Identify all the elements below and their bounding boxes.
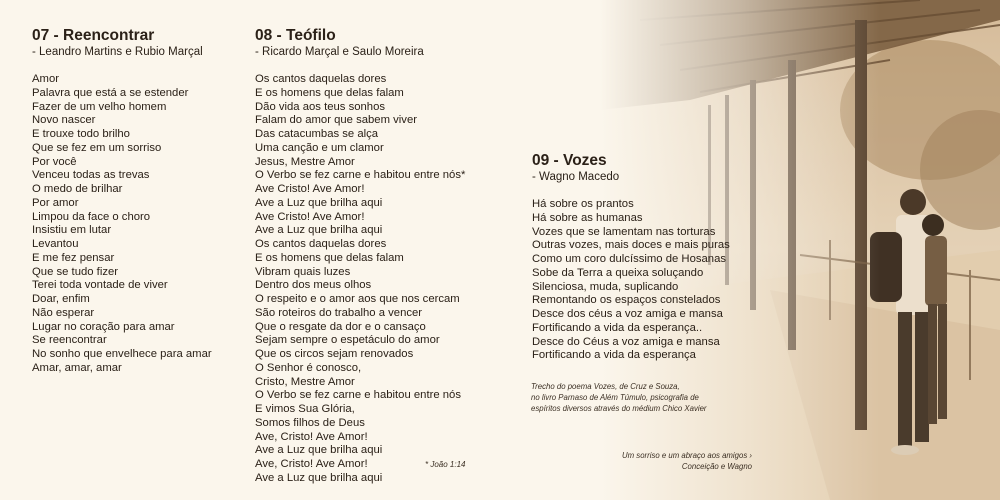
text-line: Vozes que se lamentam nas torturas [532, 225, 716, 238]
text-line: no livro Parnaso de Além Túmulo, psicografia de [531, 393, 699, 402]
poem-credit [531, 381, 707, 414]
text-line: Amor [32, 73, 59, 85]
song-teofilo [255, 27, 465, 486]
text-line: E vimos Sua Glória, [255, 403, 355, 415]
text-line: Falam do amor que sabem viver [255, 114, 417, 127]
song-lyrics [32, 73, 212, 376]
dedication [622, 450, 752, 472]
text-line: E me fez pensar [32, 251, 115, 264]
text-line: Doar, enfim [32, 293, 90, 305]
song-author: - Wagno Macedo [532, 171, 620, 183]
text-line: Das catacumbas se alça [255, 128, 379, 140]
text-line: espíritos diversos através do médium Chico Xavier [531, 404, 707, 413]
text-line: Ave a Luz que brilha aqui [255, 444, 383, 457]
song-reencontrar [32, 27, 212, 376]
text-line: Venceu todas as trevas [32, 169, 150, 182]
text-line: Que se fez em um sorriso [32, 141, 162, 154]
text-line: Limpou da face o choro [32, 210, 151, 223]
text-line: E os homens que delas falam [255, 86, 404, 99]
text-line: Ave a Luz que brilha aqui [255, 196, 383, 209]
text-line: Levantou [32, 238, 79, 250]
text-line: Palavra que está a se estender [32, 86, 189, 99]
text-line: Cristo, Mestre Amor [255, 375, 355, 388]
text-line: Fortificando a vida da esperança.. [532, 321, 703, 334]
text-line: Novo nascer [32, 114, 96, 127]
text-line: E os homens que delas falam [255, 251, 404, 264]
text-line: Trecho do poema Vozes, de Cruz e Souza, [531, 382, 680, 391]
text-line: E trouxe todo brilho [32, 128, 130, 140]
text-line: Terei toda vontade de viver [32, 279, 168, 292]
text-line: Desce dos céus a voz amiga e mansa [532, 308, 723, 320]
text-line: O medo de brilhar [32, 183, 123, 195]
text-line: Ave, Cristo! Ave Amor! [255, 430, 368, 443]
text-line: Silenciosa, muda, suplicando [532, 280, 679, 293]
text-line: Jesus, Mestre Amor [255, 155, 355, 168]
text-line: Amar, amar, amar [32, 361, 122, 374]
text-line: Não esperar [32, 306, 95, 319]
text-line: Ave Cristo! Ave Amor! [255, 210, 365, 223]
text-line: Insistiu em lutar [32, 224, 112, 237]
text-line: Dentro dos meus olhos [255, 279, 372, 292]
text-line: Sobe da Terra a queixa soluçando [532, 266, 704, 279]
text-line: Sejam sempre o espetáculo do amor [255, 334, 440, 347]
text-line: Remontando os espaços constelados [532, 294, 721, 307]
text-line: Um sorriso e um abraço aos amigos › [622, 451, 752, 460]
footnote: * João 1:14 [425, 460, 466, 469]
text-line: Conceição e Wagno [681, 462, 752, 471]
text-line: Há sobre os prantos [532, 198, 634, 210]
song-lyrics [532, 198, 730, 363]
text-line: Fortificando a vida da esperança [532, 349, 696, 362]
text-line: Ave a Luz que brilha aqui [255, 224, 383, 237]
text-line: Há sobre as humanas [532, 211, 643, 224]
song-title: 08 - Teófilo [255, 27, 336, 44]
text-line: Por amor [32, 196, 79, 209]
text-line: Como um coro dulcíssimo de Hosanas [532, 253, 727, 265]
text-line: Vibram quais luzes [255, 265, 351, 278]
text-line: O Verbo se fez carne e habitou entre nós* [255, 169, 466, 182]
song-title: 07 - Reencontrar [32, 27, 155, 44]
text-line: O respeito e o amor aos que nos cercam [255, 293, 460, 305]
text-line: Ave Cristo! Ave Amor! [255, 183, 365, 195]
text-line: Fazer de um velho homem [32, 100, 167, 113]
text-line: Que os circos sejam renovados [255, 348, 414, 360]
song-vozes [532, 152, 730, 363]
text-line: Desce do Céus a voz amiga e mansa [532, 335, 720, 348]
text-line: O Verbo se fez carne e habitou entre nós [255, 389, 461, 402]
text-line: Por você [32, 155, 77, 168]
text-line: Ave, Cristo! Ave Amor! [255, 458, 368, 470]
song-title: 09 - Vozes [532, 152, 607, 169]
text-line: O Senhor é conosco, [255, 361, 362, 374]
text-line: Dão vida aos teus sonhos [255, 100, 385, 113]
text-line: Lugar no coração para amar [32, 320, 175, 333]
text-line: São roteiros do trabalho a vencer [255, 306, 423, 319]
song-lyrics [255, 73, 465, 486]
song-author: - Leandro Martins e Rubio Marçal [32, 46, 203, 58]
text-line: No sonho que envelhece para amar [32, 348, 212, 360]
text-line: Ave a Luz que brilha aqui [255, 471, 383, 484]
text-line: Os cantos daquelas dores [255, 238, 387, 250]
text-line: Outras vozes, mais doces e mais puras [532, 239, 730, 252]
text-line: Uma canção e um clamor [255, 141, 384, 154]
text-line: Que se tudo fizer [32, 265, 119, 278]
text-line: Somos filhos de Deus [255, 416, 365, 429]
text-line: Que o resgate da dor e o cansaço [255, 320, 426, 333]
text-line: Se reencontrar [32, 334, 107, 347]
text-line: Os cantos daquelas dores [255, 73, 387, 85]
song-author: - Ricardo Marçal e Saulo Moreira [255, 46, 424, 58]
